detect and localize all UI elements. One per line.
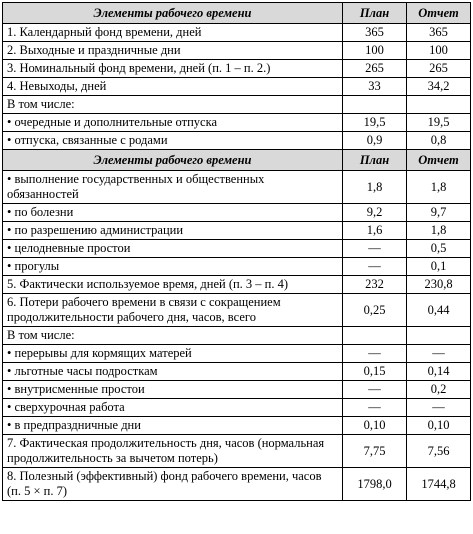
plan-value (343, 327, 407, 345)
report-value: 0,5 (407, 240, 471, 258)
report-value: 1,8 (407, 171, 471, 204)
report-value: 9,7 (407, 204, 471, 222)
table-row (3, 381, 471, 399)
report-value: 0,10 (407, 417, 471, 435)
table-row (3, 132, 471, 150)
header-plan: План (343, 3, 407, 24)
table-row (3, 60, 471, 78)
plan-value: 0,25 (343, 294, 407, 327)
row-label: 4. Невыходы, дней (3, 78, 343, 96)
row-label: • очередные и дополнительные отпуска (3, 114, 343, 132)
report-value: 1744,8 (407, 468, 471, 501)
table-row (3, 345, 471, 363)
report-value: 34,2 (407, 78, 471, 96)
row-label: 5. Фактически используемое время, дней (п. 3 – п. 4) (3, 276, 343, 294)
plan-value: 0,15 (343, 363, 407, 381)
plan-value: 7,75 (343, 435, 407, 468)
header-plan: План (343, 150, 407, 171)
table-header-row (3, 3, 471, 24)
row-label: • по болезни (3, 204, 343, 222)
report-value: 0,1 (407, 258, 471, 276)
row-label: • внутрисменные простои (3, 381, 343, 399)
plan-value: 33 (343, 78, 407, 96)
row-label: В том числе: (3, 96, 343, 114)
row-label: • сверхурочная работа (3, 399, 343, 417)
report-value: 100 (407, 42, 471, 60)
plan-value: — (343, 345, 407, 363)
row-label: • целодневные простои (3, 240, 343, 258)
plan-value: 1,6 (343, 222, 407, 240)
table-row (3, 171, 471, 204)
row-label: 2. Выходные и праздничные дни (3, 42, 343, 60)
plan-value: 232 (343, 276, 407, 294)
table-row (3, 78, 471, 96)
table-row (3, 276, 471, 294)
header-elements: Элементы рабочего времени (3, 150, 343, 171)
table-row (3, 399, 471, 417)
plan-value: 0,9 (343, 132, 407, 150)
table-row (3, 435, 471, 468)
report-value: 19,5 (407, 114, 471, 132)
row-label: В том числе: (3, 327, 343, 345)
table-row (3, 363, 471, 381)
table-row (3, 42, 471, 60)
plan-value: — (343, 258, 407, 276)
table-row (3, 114, 471, 132)
work-time-table (2, 2, 471, 501)
header-elements: Элементы рабочего времени (3, 3, 343, 24)
plan-value: 19,5 (343, 114, 407, 132)
report-value: 0,44 (407, 294, 471, 327)
row-label: 7. Фактическая продолжительность дня, часов (нормальная продолжительность за вычетом потерь) (3, 435, 343, 468)
report-value: 0,14 (407, 363, 471, 381)
row-label: 6. Потери рабочего времени в связи с сокращением продолжительности рабочего дня, часов, всего (3, 294, 343, 327)
row-label: • льготные часы подросткам (3, 363, 343, 381)
table-row (3, 24, 471, 42)
table-row (3, 222, 471, 240)
row-label: • перерывы для кормящих матерей (3, 345, 343, 363)
row-label: 3. Номинальный фонд времени, дней (п. 1 – п. 2.) (3, 60, 343, 78)
row-label: 8. Полезный (эффективный) фонд рабочего времени, часов (п. 5 × п. 7) (3, 468, 343, 501)
report-value: — (407, 345, 471, 363)
row-label: • по разрешению администрации (3, 222, 343, 240)
table-header-row (3, 150, 471, 171)
table-row (3, 258, 471, 276)
plan-value: 365 (343, 24, 407, 42)
table-row (3, 96, 471, 114)
row-label: • в предпраздничные дни (3, 417, 343, 435)
plan-value: — (343, 399, 407, 417)
report-value: 265 (407, 60, 471, 78)
report-value (407, 327, 471, 345)
plan-value: 1,8 (343, 171, 407, 204)
plan-value: 0,10 (343, 417, 407, 435)
plan-value: 265 (343, 60, 407, 78)
table-body (3, 3, 471, 501)
table-row (3, 294, 471, 327)
table-row (3, 468, 471, 501)
row-label: • выполнение государственных и общественных обязанностей (3, 171, 343, 204)
report-value: 0,2 (407, 381, 471, 399)
plan-value: — (343, 381, 407, 399)
report-value: 0,8 (407, 132, 471, 150)
header-report: Отчет (407, 150, 471, 171)
plan-value: — (343, 240, 407, 258)
plan-value: 1798,0 (343, 468, 407, 501)
plan-value: 100 (343, 42, 407, 60)
table-row (3, 327, 471, 345)
row-label: • отпуска, связанные с родами (3, 132, 343, 150)
header-report: Отчет (407, 3, 471, 24)
row-label: • прогулы (3, 258, 343, 276)
table-row (3, 204, 471, 222)
plan-value (343, 96, 407, 114)
report-value: 365 (407, 24, 471, 42)
report-value: 1,8 (407, 222, 471, 240)
report-value: — (407, 399, 471, 417)
row-label: 1. Календарный фонд времени, дней (3, 24, 343, 42)
table-row (3, 240, 471, 258)
report-value: 230,8 (407, 276, 471, 294)
table-row (3, 417, 471, 435)
plan-value: 9,2 (343, 204, 407, 222)
report-value: 7,56 (407, 435, 471, 468)
report-value (407, 96, 471, 114)
